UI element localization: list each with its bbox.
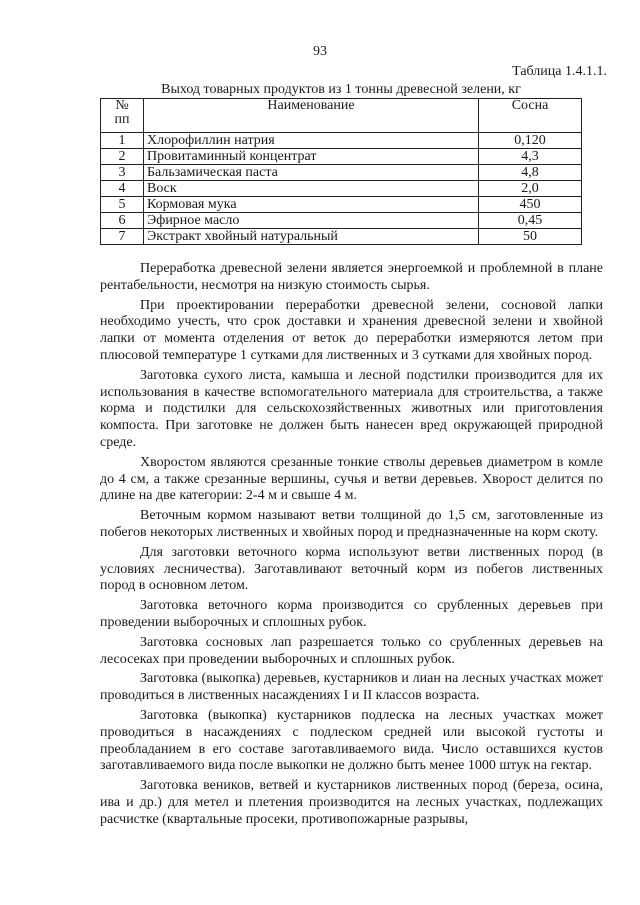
body-text (100, 261, 603, 832)
header-value: Сосна (479, 99, 582, 133)
paragraph: Заготовка сухого листа, камыша и лесной подстилки производится для их использования в качестве вспомогательного материала для строительства, а также корма и подстилки для сельскохозяйственных животных или приготовления компоста. При заготовке не должен быть нанесен вред окружающей природной среде. (100, 367, 603, 450)
paragraph: Заготовка веточного корма производится со срубленных деревьев при проведении выборочных и сплошных рубок. (100, 598, 603, 630)
row-number: 4 (101, 181, 144, 197)
table-header-row (101, 99, 582, 133)
table-row (101, 197, 582, 213)
row-name: Хлорофиллин натрия (144, 133, 479, 149)
row-number: 1 (101, 133, 144, 149)
row-value: 50 (479, 229, 582, 245)
table-row (101, 133, 582, 149)
paragraph: Веточным кормом называют ветви толщиной до 1,5 см, заготовленные из побегов некоторых лиственных и хвойных пород и предназначенные на корм скоту. (100, 508, 603, 540)
row-value: 2,0 (479, 181, 582, 197)
row-value: 4,3 (479, 149, 582, 165)
header-name: Наименование (144, 99, 479, 133)
page-number: 93 (313, 44, 327, 59)
table-row (101, 229, 582, 245)
row-number: 6 (101, 213, 144, 229)
header-number-label: № пп (114, 98, 130, 127)
table-caption: Таблица 1.4.1.1. (512, 64, 607, 79)
row-number: 2 (101, 149, 144, 165)
row-number: 3 (101, 165, 144, 181)
row-name: Кормовая мука (144, 197, 479, 213)
table-row (101, 165, 582, 181)
yield-table (100, 98, 582, 245)
table-row (101, 181, 582, 197)
table-row (101, 149, 582, 165)
row-value: 450 (479, 197, 582, 213)
paragraph: Переработка древесной зелени является энергоемкой и проблемной в плане рентабельности, несмотря на низкую стоимость сырья. (100, 261, 603, 293)
row-value: 0,120 (479, 133, 582, 149)
table-title: Выход товарных продуктов из 1 тонны древесной зелени, кг (161, 82, 521, 97)
paragraph: Заготовка веников, ветвей и кустарников лиственных пород (береза, осина, ива и др.) для метел и плетения производится на лесных участках, подлежащих расчистке (квартальные просеки, противопожарные разрывы, (100, 778, 603, 827)
row-value: 0,45 (479, 213, 582, 229)
paragraph: Заготовка (выкопка) деревьев, кустарников и лиан на лесных участках может проводиться в лиственных насаждениях I и II классов возраста. (100, 671, 603, 704)
row-name: Воск (144, 181, 479, 197)
paragraph: Хворостом являются срезанные тонкие стволы деревьев диаметром в комле до 4 см, а также срезанные вершины, сучья и ветви деревьев. Хворост делится по длине на две категории: 2-4 м и свыше 4 м. (100, 454, 603, 504)
paragraph: При проектировании переработки древесной зелени, сосновой лапки необходимо учесть, что срок доставки и хранения древесной зелени и хвойной лапки от момента отделения от веток до переработки измеряются летом при плюсовой температуре 1 сутками для лиственных и 3 сутками для хвойных пород. (100, 297, 603, 363)
row-number: 7 (101, 229, 144, 245)
paragraph: Для заготовки веточного корма используют ветви лиственных пород (в условиях лесничества). Заготавливают веточный корм из побегов лиственных пород в основном летом. (100, 544, 603, 594)
paragraph: Заготовка сосновых лап разрешается только со срубленных деревьев на лесосеках при проведении выборочных и сплошных рубок. (100, 634, 603, 667)
row-name: Бальзамическая паста (144, 165, 479, 181)
header-number (101, 99, 144, 133)
row-number: 5 (101, 197, 144, 213)
row-value: 4,8 (479, 165, 582, 181)
paragraph: Заготовка (выкопка) кустарников подлеска на лесных участках может проводиться в насаждениях с подлеском средней или высокой густоты и преобладанием в его составе заготавливаемого вида. Число оставшихся кустов заготавливаемого вида после выкопки не должно быть менее 1000 штук на гектар. (100, 707, 603, 774)
row-name: Провитаминный концентрат (144, 149, 479, 165)
table-row (101, 213, 582, 229)
row-name: Экстракт хвойный натуральный (144, 229, 479, 245)
row-name: Эфирное масло (144, 213, 479, 229)
